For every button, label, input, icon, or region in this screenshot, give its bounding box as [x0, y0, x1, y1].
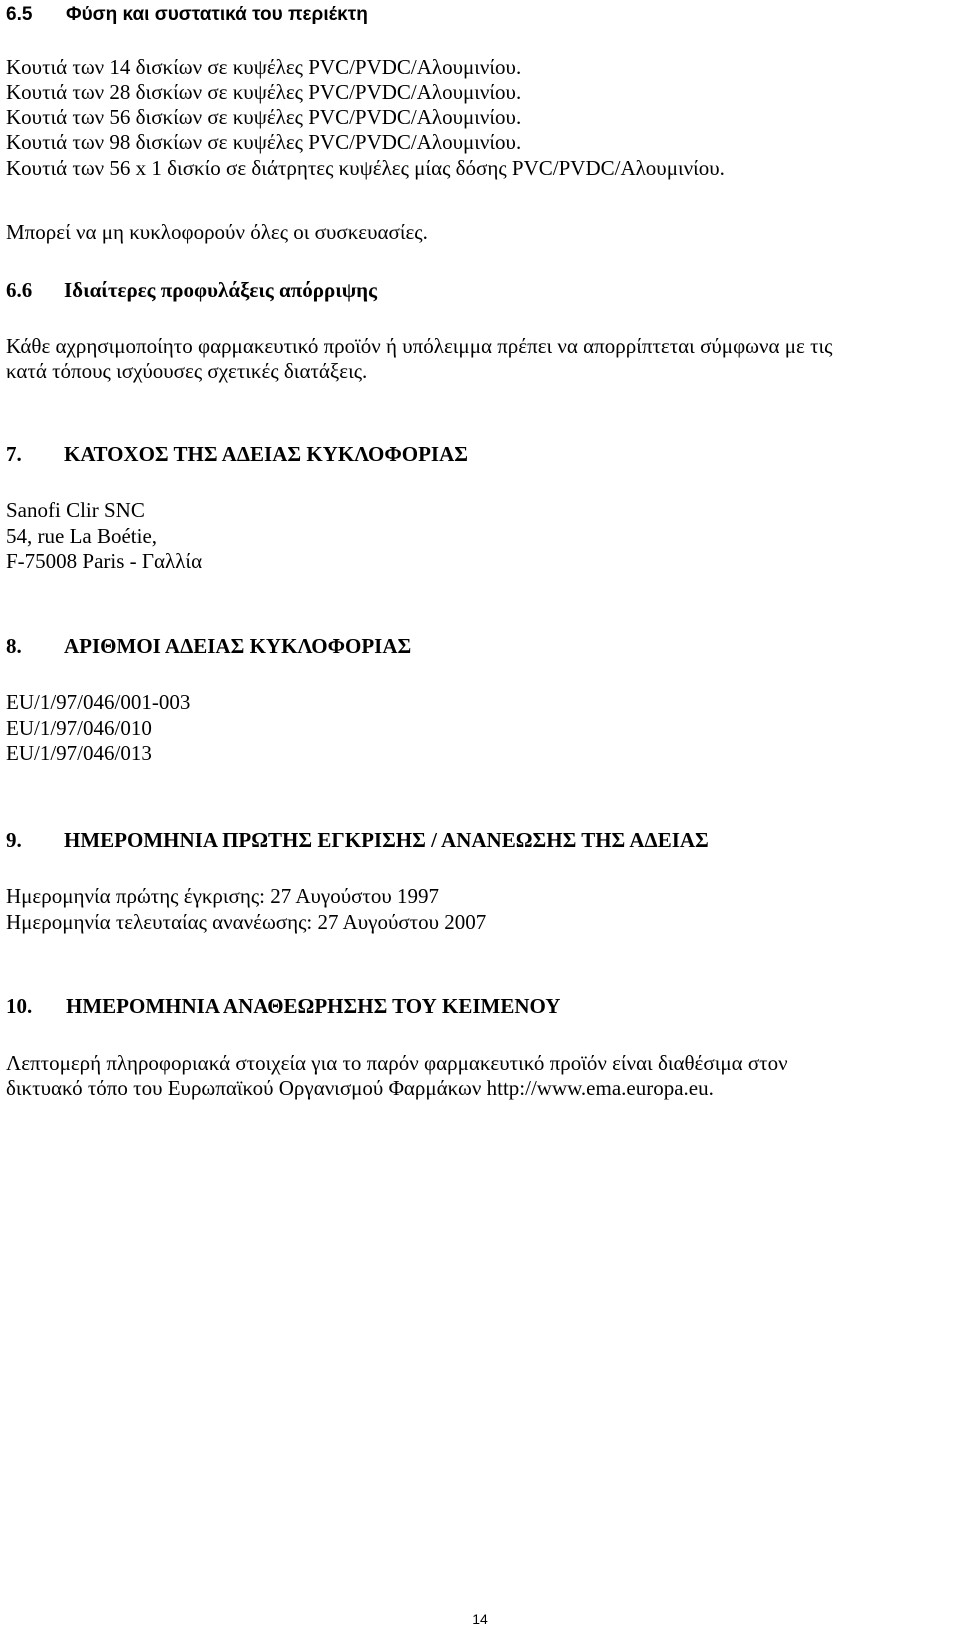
disposal-line-1: Κάθε αχρησιμοποίητο φαρμακευτικό προϊόν ή υπόλειμμα πρέπει να απορρίπτεται σύμφωνα με τις	[6, 334, 833, 358]
section-6-6-heading	[6, 277, 377, 303]
section-10-title: ΗΜΕΡΟΜΗΝΙΑ ΑΝΑΘΕΩΡΗΣΗΣ ΤΟΥ ΚΕΙΜΕΝΟΥ	[66, 994, 561, 1018]
revision-line-2: δικτυακό τόπο του Ευρωπαϊκού Οργανισμού Φαρμάκων http://www.ema.europa.eu.	[6, 1076, 714, 1100]
pack-line-2: Κουτιά των 28 δισκίων σε κυψέλες PVC/PVDC/Αλουμινίου.	[6, 80, 522, 104]
section-8-heading	[6, 633, 411, 659]
holder-city: F-75008 Paris - Γαλλία	[6, 549, 203, 573]
section-7-heading	[6, 441, 468, 467]
page-number: 14	[472, 1611, 488, 1627]
section-6-6-number: 6.6	[6, 278, 33, 302]
section-8-title: ΑΡΙΘΜΟΙ ΑΔΕΙΑΣ ΚΥΚΛΟΦΟΡΙΑΣ	[64, 634, 412, 658]
section-8-number: 8.	[6, 634, 22, 658]
revision-line-1: Λεπτομερή πληροφοριακά στοιχεία για το παρόν φαρμακευτικό προϊόν είναι διαθέσιμα στον	[6, 1051, 788, 1075]
section-6-6-title: Ιδιαίτερες προφυλάξεις απόρριψης	[64, 278, 377, 302]
section-6-5-title: Φύση και συστατικά του περιέκτη	[66, 4, 368, 25]
holder-name: Sanofi Clir SNC	[6, 498, 145, 522]
section-9-heading	[6, 827, 709, 853]
section-10-number: 10.	[6, 994, 33, 1018]
section-9-title: ΗΜΕΡΟΜΗΝΙΑ ΠΡΩΤΗΣ ΕΓΚΡΙΣΗΣ / ΑΝΑΝΕΩΣΗΣ ΤΗΣ ΑΔΕΙΑΣ	[64, 828, 709, 852]
section-7-number: 7.	[6, 442, 22, 466]
first-authorisation-date: Ημερομηνία πρώτης έγκρισης: 27 Αυγούστου 1997	[6, 884, 440, 908]
pack-note: Μπορεί να μη κυκλοφορούν όλες οι συσκευασίες.	[6, 220, 428, 244]
section-9-number: 9.	[6, 828, 22, 852]
pack-line-4: Κουτιά των 98 δισκίων σε κυψέλες PVC/PVDC/Αλουμινίου.	[6, 130, 522, 154]
renewal-date: Ημερομηνία τελευταίας ανανέωσης: 27 Αυγούστου 2007	[6, 910, 487, 934]
section-6-5-heading	[6, 2, 368, 28]
section-7-title: ΚΑΤΟΧΟΣ ΤΗΣ ΑΔΕΙΑΣ ΚΥΚΛΟΦΟΡΙΑΣ	[64, 442, 468, 466]
section-6-5-number: 6.5	[6, 4, 33, 25]
authorisation-number-1: EU/1/97/046/001-003	[6, 690, 191, 714]
section-10-heading	[6, 993, 560, 1019]
authorisation-number-2: EU/1/97/046/010	[6, 716, 152, 740]
authorisation-number-3: EU/1/97/046/013	[6, 741, 152, 765]
disposal-line-2: κατά τόπους ισχύουσες σχετικές διατάξεις.	[6, 359, 368, 383]
holder-street: 54, rue La Boétie,	[6, 524, 158, 548]
pack-line-3: Κουτιά των 56 δισκίων σε κυψέλες PVC/PVDC/Αλουμινίου.	[6, 105, 522, 129]
pack-line-1: Κουτιά των 14 δισκίων σε κυψέλες PVC/PVDC/Αλουμινίου.	[6, 55, 522, 79]
pack-line-5: Κουτιά των 56 x 1 δισκίο σε διάτρητες κυψέλες μίας δόσης PVC/PVDC/Αλουμινίου.	[6, 156, 725, 180]
